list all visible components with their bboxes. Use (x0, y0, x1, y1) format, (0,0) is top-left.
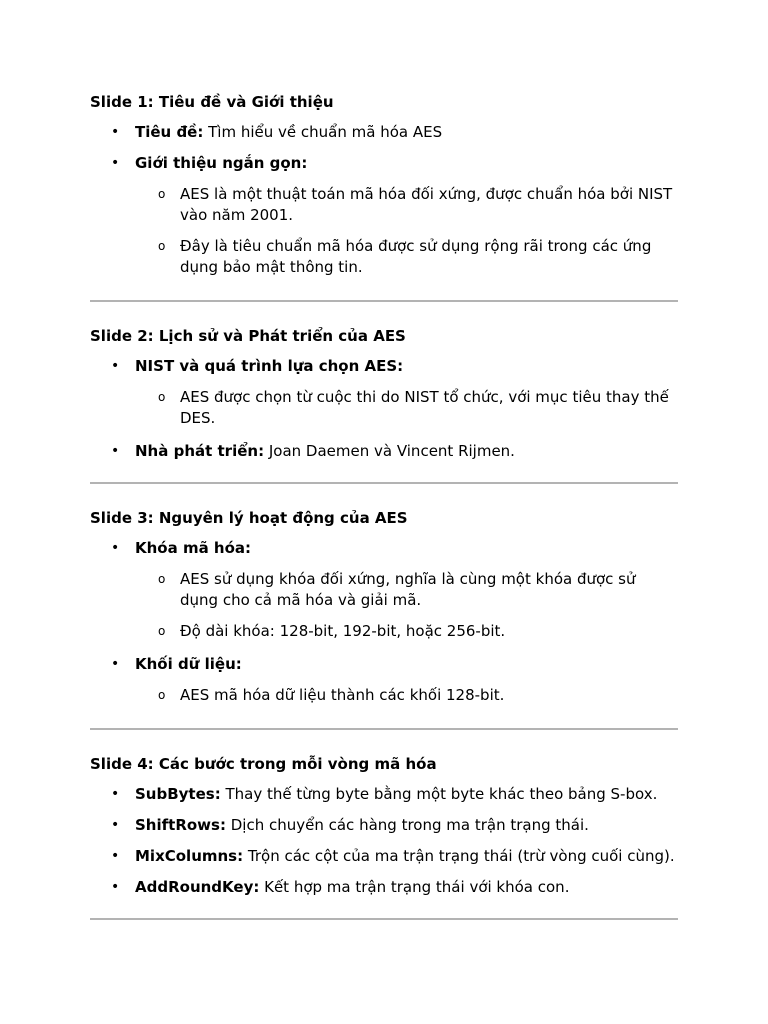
item-text: Thay thế từng byte bằng một byte khác theo bảng S-box. (220, 785, 658, 803)
list-item (90, 356, 678, 429)
slide-section-4 (90, 754, 678, 920)
bullet-list (90, 784, 678, 897)
sub-item-text: Đây là tiêu chuẩn mã hóa được sử dụng rộng rãi trong các ứng dụng bảo mật thông tin. (180, 237, 652, 276)
sub-list-item (135, 569, 678, 611)
item-label: Khóa mã hóa: (135, 539, 252, 557)
sub-item-text: AES được chọn từ cuộc thi do NIST tổ chức, với mục tiêu thay thế DES. (180, 388, 669, 427)
item-text: Kết hợp ma trận trạng thái với khóa con. (259, 878, 570, 896)
sub-item-text: AES mã hóa dữ liệu thành các khối 128-bit. (180, 686, 505, 704)
item-text: Trộn các cột của ma trận trạng thái (trừ vòng cuối cùng). (243, 847, 675, 865)
slide-section-2 (90, 326, 678, 484)
bullet-icon: • (111, 540, 120, 556)
circle-bullet-icon: o (158, 688, 166, 702)
bullet-icon: • (111, 817, 120, 833)
sub-list (135, 569, 678, 642)
sub-list-item (135, 387, 678, 429)
sub-list-item (135, 184, 678, 226)
item-label: SubBytes: (135, 785, 221, 803)
bullet-icon: • (111, 155, 120, 171)
sub-list-item (135, 685, 678, 706)
list-item (90, 784, 678, 804)
sub-item-text: Độ dài khóa: 128-bit, 192-bit, hoặc 256-bit. (180, 622, 506, 640)
item-label: NIST và quá trình lựa chọn AES: (135, 357, 404, 375)
item-label: MixColumns: (135, 847, 244, 865)
item-label: Khối dữ liệu: (135, 655, 242, 673)
bullet-icon: • (111, 443, 120, 459)
sub-item-text: AES là một thuật toán mã hóa đối xứng, được chuẩn hóa bởi NIST vào năm 2001. (180, 185, 673, 224)
sub-list (135, 184, 678, 278)
slide-section-3 (90, 508, 678, 730)
bullet-icon: • (111, 848, 120, 864)
bullet-icon: • (111, 879, 120, 895)
sub-list (135, 685, 678, 706)
list-item (90, 153, 678, 278)
list-item (90, 815, 678, 835)
list-item (90, 654, 678, 706)
item-label: Nhà phát triển: (135, 442, 265, 460)
circle-bullet-icon: o (158, 624, 166, 638)
bullet-icon: • (111, 786, 120, 802)
sub-list-item (135, 621, 678, 642)
item-label: Giới thiệu ngắn gọn: (135, 154, 308, 172)
slide-section-1 (90, 92, 678, 302)
bullet-icon: • (111, 656, 120, 672)
bullet-list (90, 356, 678, 461)
bullet-icon: • (111, 124, 120, 140)
list-item (90, 441, 678, 461)
circle-bullet-icon: o (158, 239, 166, 253)
item-label: AddRoundKey: (135, 878, 260, 896)
bullet-list (90, 122, 678, 278)
slide-title: Slide 1: Tiêu đề và Giới thiệu (90, 93, 334, 111)
circle-bullet-icon: o (158, 572, 166, 586)
sub-list (135, 387, 678, 429)
list-item (90, 846, 678, 866)
sub-list-item (135, 236, 678, 278)
slide-title: Slide 2: Lịch sử và Phát triển của AES (90, 327, 406, 345)
circle-bullet-icon: o (158, 187, 166, 201)
list-item (90, 877, 678, 897)
circle-bullet-icon: o (158, 390, 166, 404)
sub-item-text: AES sử dụng khóa đối xứng, nghĩa là cùng một khóa được sử dụng cho cả mã hóa và giải mã. (180, 570, 636, 609)
item-label: ShiftRows: (135, 816, 226, 834)
item-label: Tiêu đề: (135, 123, 204, 141)
list-item (90, 538, 678, 642)
item-text: Joan Daemen và Vincent Rijmen. (264, 442, 515, 460)
item-text: Tìm hiểu về chuẩn mã hóa AES (203, 123, 443, 141)
bullet-icon: • (111, 358, 120, 374)
list-item (90, 122, 678, 142)
bullet-list (90, 538, 678, 706)
document-body (90, 92, 678, 944)
item-text: Dịch chuyển các hàng trong ma trận trạng thái. (225, 816, 589, 834)
slide-title: Slide 4: Các bước trong mỗi vòng mã hóa (90, 755, 437, 773)
slide-title: Slide 3: Nguyên lý hoạt động của AES (90, 509, 408, 527)
